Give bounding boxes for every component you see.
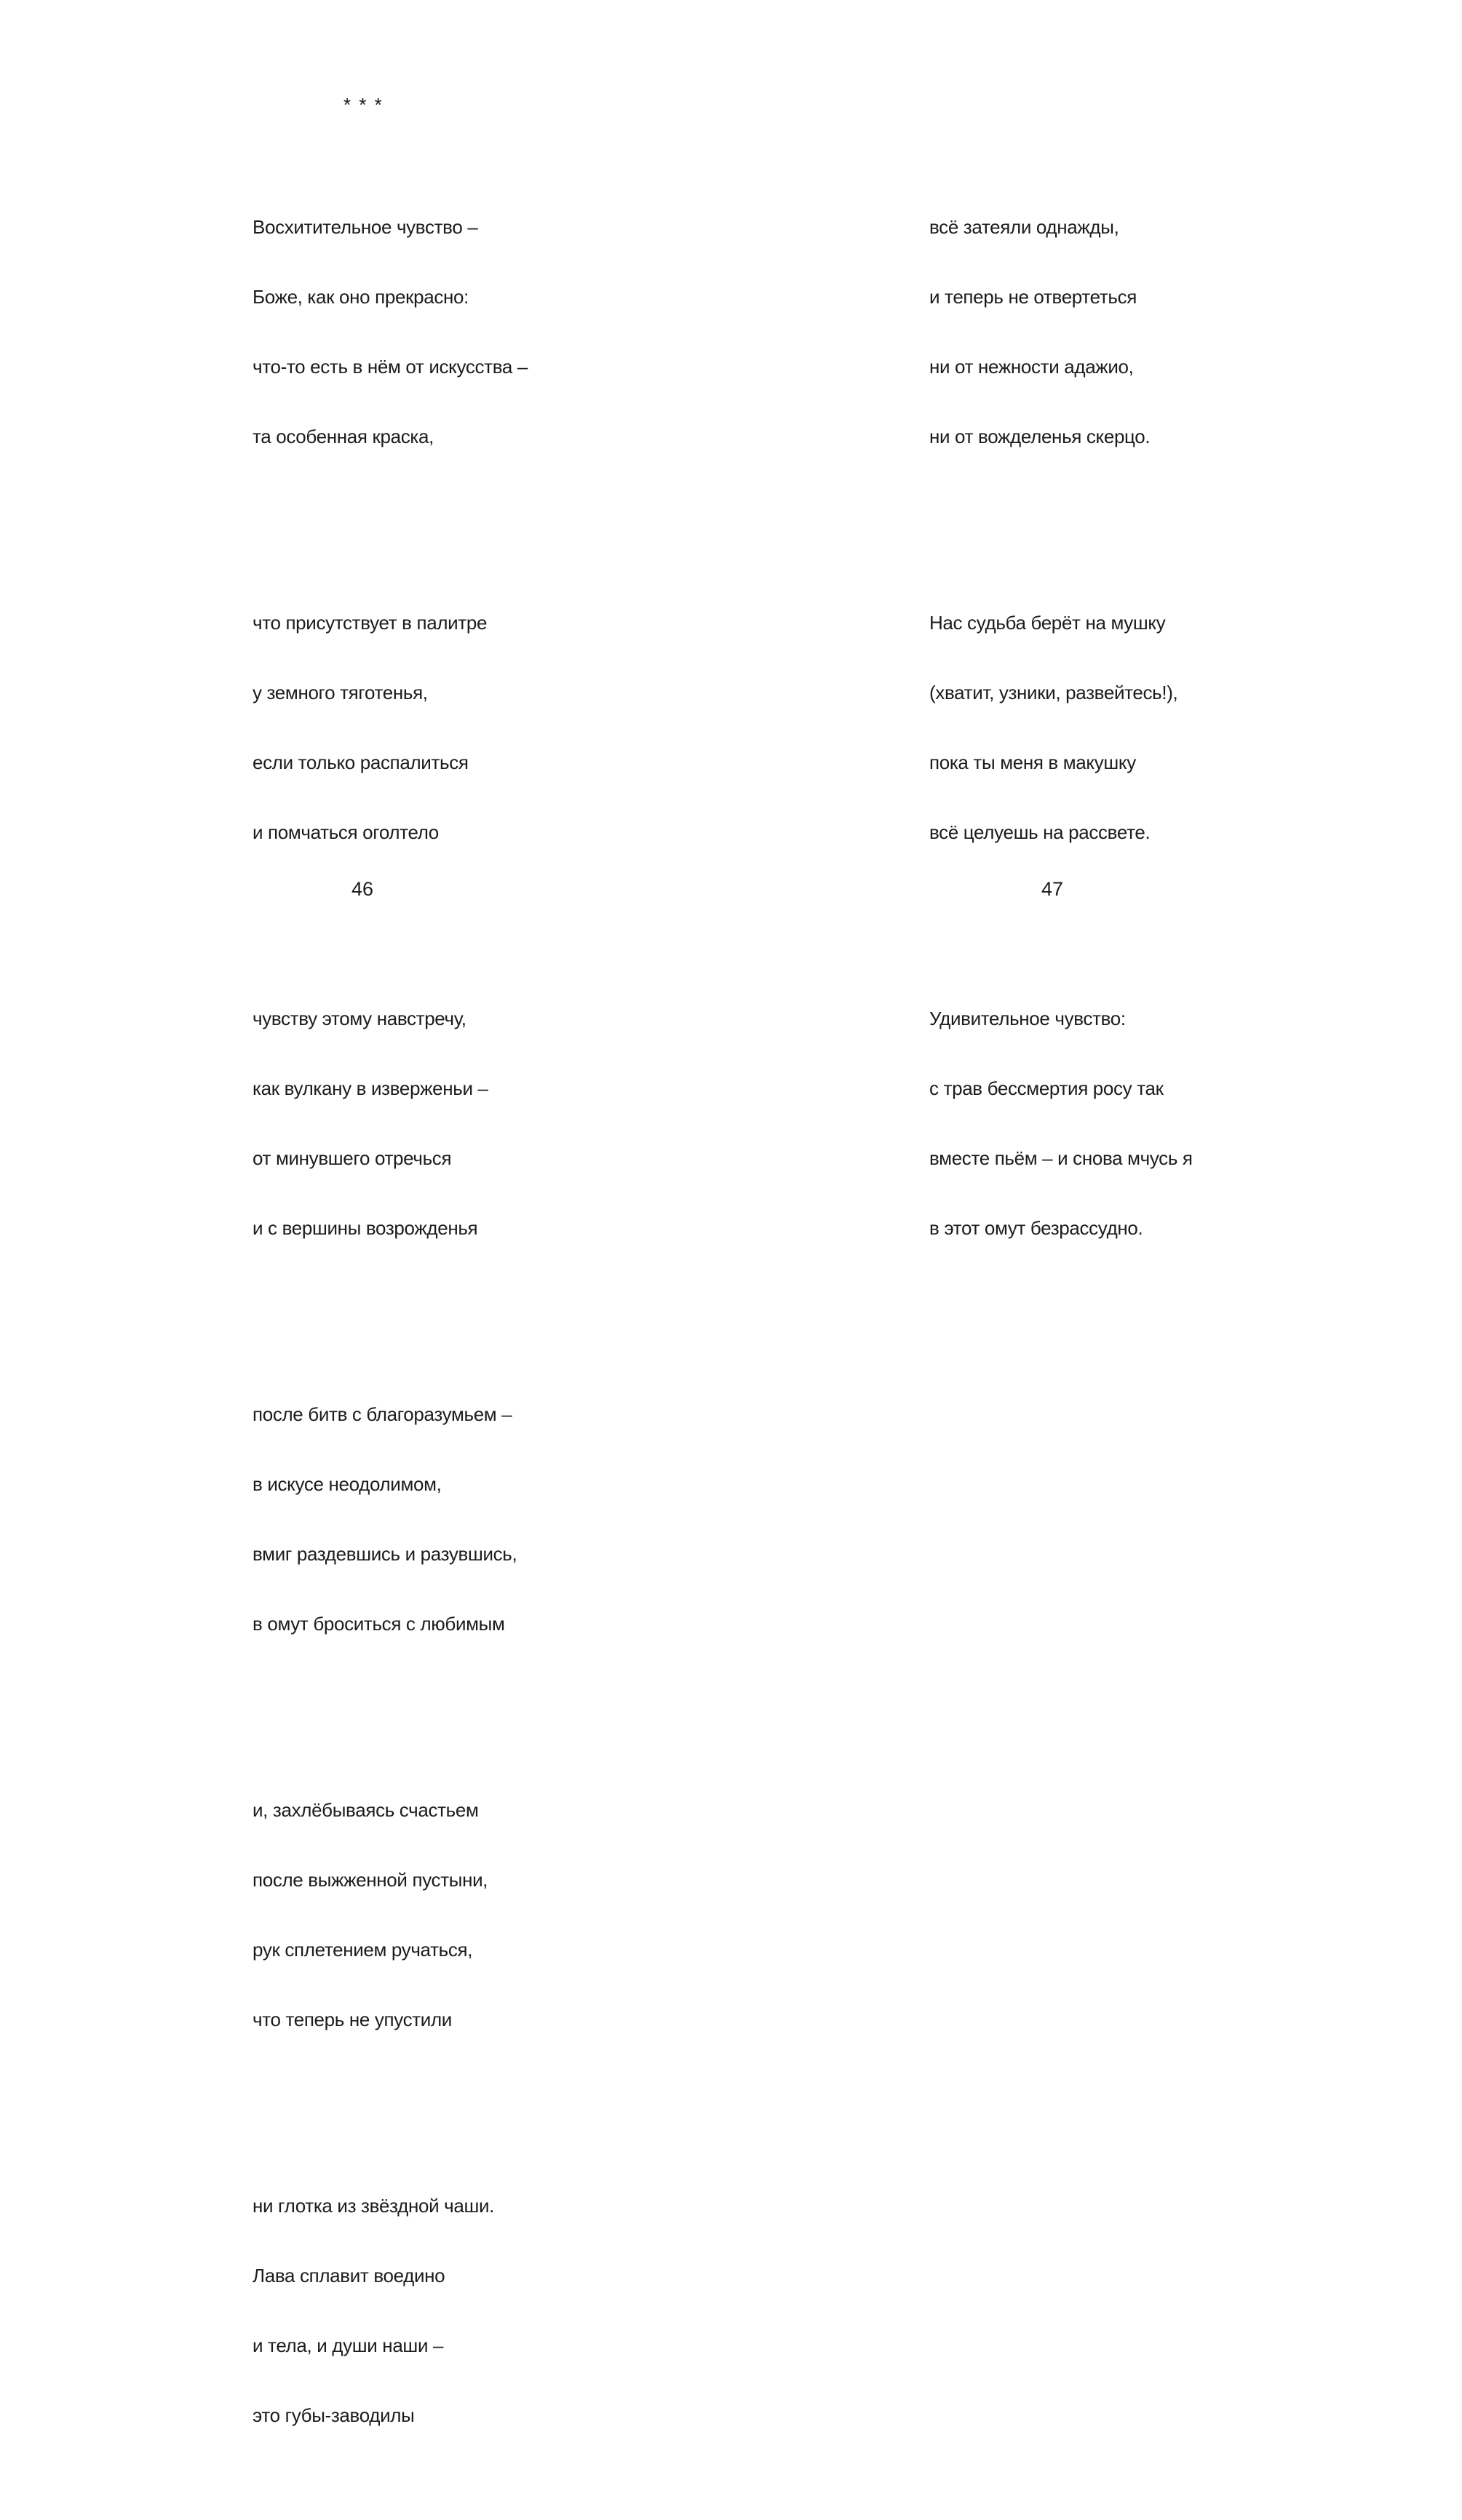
verse-line: Лава сплавит воедино <box>253 2265 445 2286</box>
left-page <box>0 0 731 2426</box>
verse-line: вмиг раздевшись и разувшись, <box>253 1543 517 1565</box>
page-number-right: 47 <box>1041 878 1064 900</box>
right-page <box>731 0 1462 1239</box>
verse-line: (хватит, узники, развейтесь!), <box>929 682 1178 703</box>
verse-line: ни от нежности адажио, <box>929 356 1134 378</box>
verse-line: и, захлёбываясь счастьем <box>253 1799 479 1821</box>
verse-line: всё целуешь на рассвете. <box>929 821 1151 843</box>
verse-line: вместе пьём – и снова мчусь я <box>929 1147 1193 1169</box>
poem-text-right <box>929 122 1193 1333</box>
verse-line: ни глотка из звёздной чаши. <box>253 2195 495 2217</box>
verse-line: с трав бессмертия росу так <box>929 1077 1164 1099</box>
verse-line: и с вершины возрожденья <box>253 1217 478 1239</box>
verse-line: от минувшего отречься <box>253 1147 452 1169</box>
stanza <box>253 1356 528 1682</box>
stanza <box>253 1752 528 2078</box>
verse-line: если только распалиться <box>253 751 469 773</box>
stanza <box>929 565 1193 890</box>
verse-line: и теперь не отвертеться <box>929 286 1137 308</box>
verse-line: у земного тяготенья, <box>253 682 428 703</box>
stanza <box>253 2148 528 2473</box>
verse-line: после битв с благоразумьем – <box>253 1403 512 1425</box>
stanza <box>253 960 528 1286</box>
verse-line: та особенная краска, <box>253 426 434 447</box>
verse-line: Удивительное чувство: <box>929 1008 1126 1029</box>
stanza <box>253 169 528 495</box>
verse-line: это губы-заводилы <box>253 2404 415 2426</box>
verse-line: всё затеяли однажды, <box>929 216 1119 238</box>
verse-line: что присутствует в палитре <box>253 612 488 634</box>
verse-line: чувству этому навстречу, <box>253 1008 466 1029</box>
stanza <box>929 960 1193 1286</box>
verse-line: Восхитительное чувство – <box>253 216 478 238</box>
stanza <box>253 565 528 890</box>
verse-line: Боже, как оно прекрасно: <box>253 286 469 308</box>
verse-line: после выжженной пустыни, <box>253 1869 488 1891</box>
stanza <box>929 169 1193 495</box>
page-number-left: 46 <box>351 878 374 900</box>
verse-line: как вулкану в изверженьи – <box>253 1077 488 1099</box>
verse-line: ни от вожделенья скерцо. <box>929 426 1151 447</box>
section-ornament: * * * <box>343 94 384 116</box>
verse-line: в омут броситься с любимым <box>253 1613 505 1635</box>
verse-line: Нас судьба берёт на мушку <box>929 612 1166 634</box>
verse-line: в этот омут безрассудно. <box>929 1217 1143 1239</box>
verse-line: рук сплетением ручаться, <box>253 1939 473 1961</box>
poem-text-left <box>253 122 528 2520</box>
verse-line: в искусе неодолимом, <box>253 1473 442 1495</box>
verse-line: что теперь не упустили <box>253 2009 452 2030</box>
verse-line: и тела, и души наши – <box>253 2334 444 2356</box>
verse-line: пока ты меня в макушку <box>929 751 1136 773</box>
verse-line: что-то есть в нём от искусства – <box>253 356 528 378</box>
verse-line: и помчаться оголтело <box>253 821 439 843</box>
